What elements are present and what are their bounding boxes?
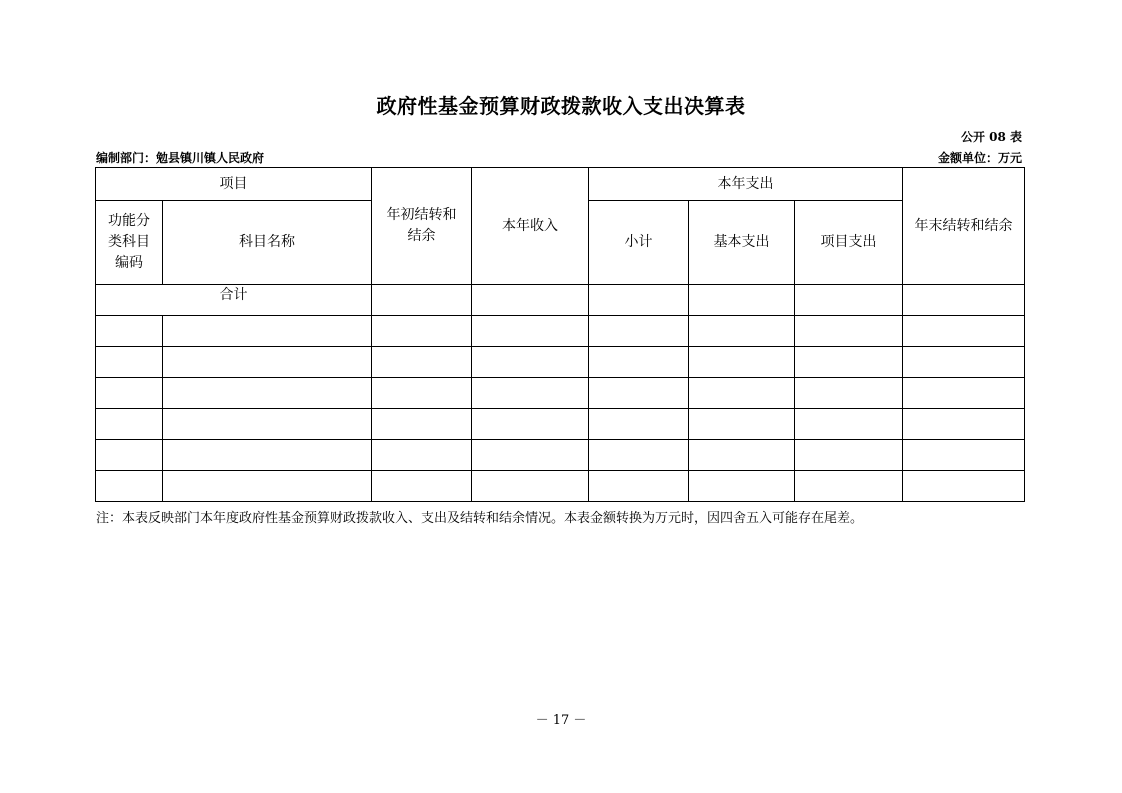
table-cell xyxy=(689,378,795,409)
header-begin-balance-text: 年初结转和结余 xyxy=(386,207,457,244)
table-cell xyxy=(795,440,903,471)
total-cell xyxy=(589,285,689,316)
table-cell xyxy=(903,471,1025,502)
table-cell xyxy=(903,409,1025,440)
total-label: 合计 xyxy=(96,285,372,316)
header-expense: 本年支出 xyxy=(589,168,903,201)
table-cell xyxy=(96,409,163,440)
table-row xyxy=(96,440,1025,471)
table-cell xyxy=(163,409,372,440)
header-end-balance: 年末结转和结余 xyxy=(903,168,1025,285)
page-number: － 17 － xyxy=(535,713,587,728)
total-cell xyxy=(795,285,903,316)
total-row xyxy=(96,285,1025,316)
table-cell xyxy=(689,316,795,347)
header-project-expense: 项目支出 xyxy=(795,201,903,285)
table-cell xyxy=(163,471,372,502)
table-cell xyxy=(96,440,163,471)
department-label: 编制部门：勉县镇川镇人民政府 xyxy=(96,151,265,165)
table-cell xyxy=(903,347,1025,378)
form-number: 公开 08 表 xyxy=(960,130,1022,144)
table-cell xyxy=(163,316,372,347)
total-cell xyxy=(903,285,1025,316)
total-cell xyxy=(472,285,589,316)
table-cell xyxy=(903,378,1025,409)
table-cell xyxy=(163,347,372,378)
table-cell xyxy=(472,378,589,409)
table-cell xyxy=(795,409,903,440)
table-cell xyxy=(372,471,472,502)
table-cell xyxy=(372,440,472,471)
table-cell xyxy=(163,378,372,409)
table-cell xyxy=(589,378,689,409)
table-cell xyxy=(96,347,163,378)
table-cell xyxy=(689,440,795,471)
table-cell xyxy=(372,347,472,378)
table-cell xyxy=(96,378,163,409)
table-cell xyxy=(795,316,903,347)
table-cell xyxy=(689,471,795,502)
table-cell xyxy=(589,440,689,471)
header-subtotal: 小计 xyxy=(589,201,689,285)
total-cell xyxy=(689,285,795,316)
table-cell xyxy=(163,440,372,471)
table-cell xyxy=(472,347,589,378)
report-title: 政府性基金预算财政拨款收入支出决算表 xyxy=(376,94,746,118)
table-row xyxy=(96,471,1025,502)
header-item: 项目 xyxy=(96,168,372,201)
total-cell xyxy=(372,285,472,316)
table-cell xyxy=(589,409,689,440)
header-basic-expense: 基本支出 xyxy=(689,201,795,285)
table-cell xyxy=(589,471,689,502)
table-cell xyxy=(689,409,795,440)
table-cell xyxy=(96,316,163,347)
table-row xyxy=(96,316,1025,347)
table-cell xyxy=(903,440,1025,471)
table-cell xyxy=(589,316,689,347)
table-cell xyxy=(96,471,163,502)
table-cell xyxy=(472,316,589,347)
unit-label: 金额单位：万元 xyxy=(937,151,1022,165)
header-subject-name: 科目名称 xyxy=(163,201,372,285)
table-cell xyxy=(472,409,589,440)
table-cell xyxy=(795,347,903,378)
table-cell xyxy=(689,347,795,378)
table-row xyxy=(96,409,1025,440)
header-func-code xyxy=(96,201,163,285)
table-cell xyxy=(472,471,589,502)
table-cell xyxy=(795,378,903,409)
table-cell xyxy=(372,316,472,347)
budget-table xyxy=(95,167,1025,502)
header-func-code-text: 功能分类科目编码 xyxy=(108,213,150,271)
table-cell xyxy=(472,440,589,471)
table-cell xyxy=(795,471,903,502)
table-cell xyxy=(372,409,472,440)
table-cell xyxy=(589,347,689,378)
header-income: 本年收入 xyxy=(472,168,589,285)
table-row xyxy=(96,347,1025,378)
table-cell xyxy=(903,316,1025,347)
header-begin-balance xyxy=(372,168,472,285)
table-note: 注：本表反映部门本年度政府性基金预算财政拨款收入、支出及结转和结余情况。本表金额转换为万元时，因四舍五入可能存在尾差。 xyxy=(96,511,864,526)
table-cell xyxy=(372,378,472,409)
table-row xyxy=(96,378,1025,409)
